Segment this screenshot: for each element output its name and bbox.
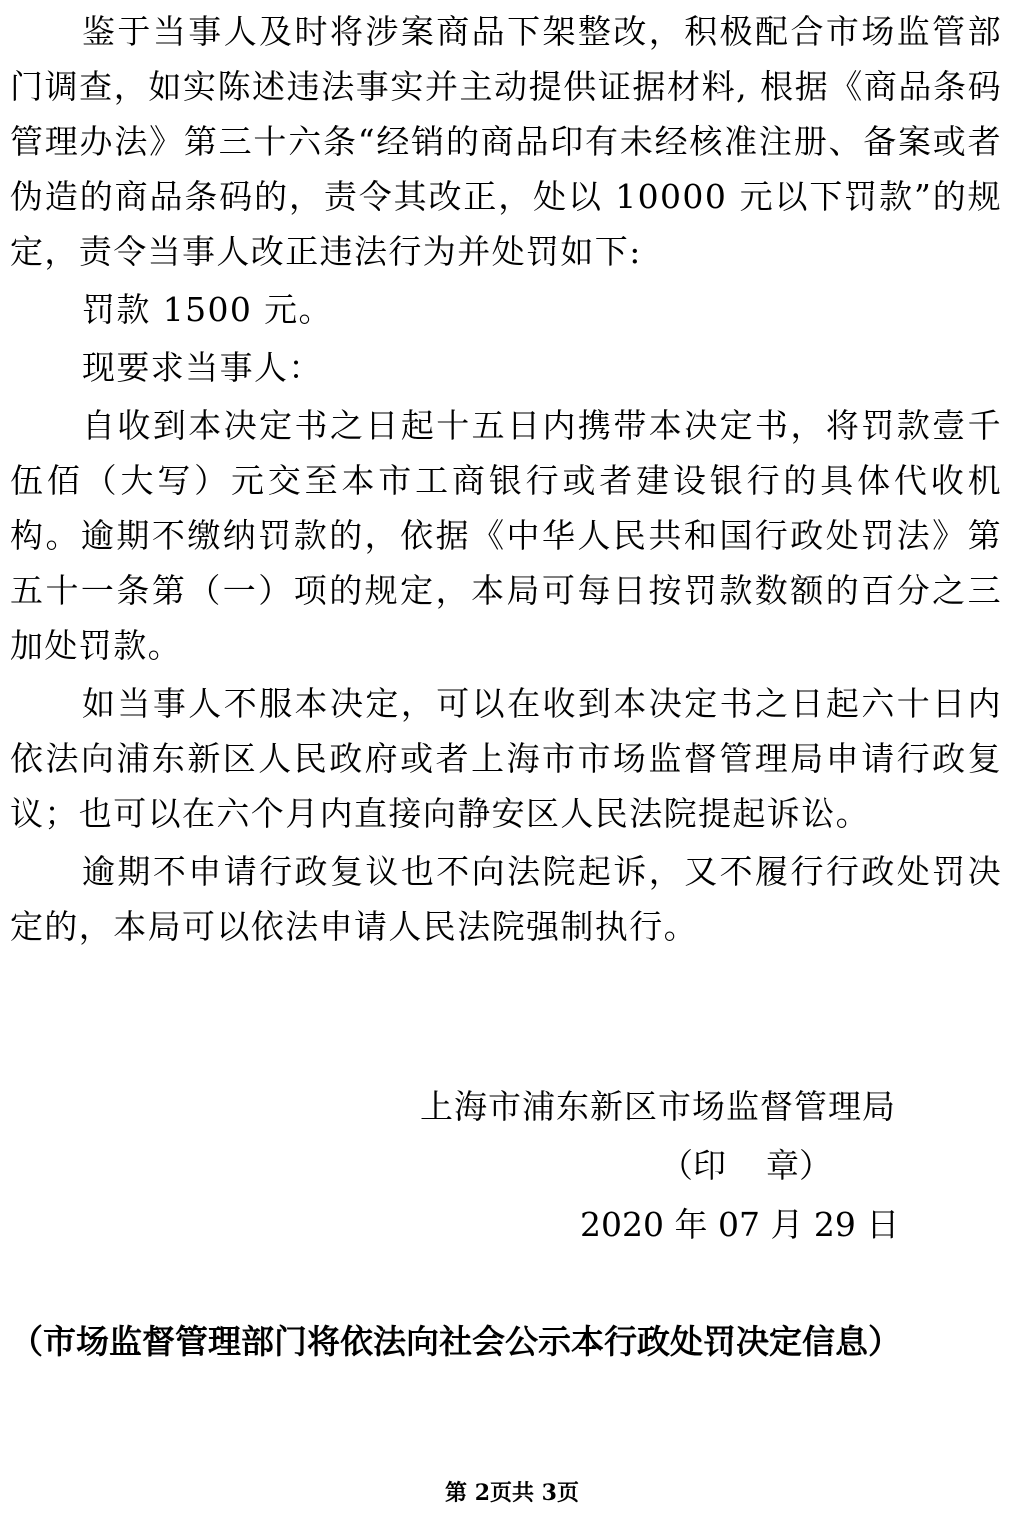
page-number: 第 2页共 3页	[445, 1480, 579, 1506]
paragraph-penalty-amount: 罚款 1500 元。	[82, 290, 333, 329]
seal-close-text: 章）	[766, 1146, 832, 1185]
issuing-authority: 上海市浦东新区市场监督管理局	[420, 1087, 896, 1126]
paragraph-legal-basis: 鉴于当事人及时将涉案商品下架整改，积极配合市场监管部门调查，如实陈述违法事实并主动提供证据材料, 根据《商品条码管理办法》第三十六条“经销的商品印有未经核准注册、备案或者伪造的商品条码的，责令其改正，处以 10000 元以下罚款”的规定，责令当事人改正违法行为并处罚如下:	[10, 12, 1002, 271]
issue-date: 2020 年 07 月 29 日	[580, 1205, 900, 1244]
paragraph-payment-instructions: 自收到本决定书之日起十五日内携带本决定书，将罚款壹千伍佰（大写）元交至本市工商银行或者建设银行的具体代收机构。逾期不缴纳罚款的，依据《中华人民共和国行政处罚法》第五十一条第（一）项的规定，本局可每日按罚款数额的百分之三加处罚款。	[10, 406, 1002, 665]
paragraph-enforcement: 逾期不申请行政复议也不向法院起诉，又不履行行政处罚决定的，本局可以依法申请人民法院强制执行。	[10, 852, 1002, 946]
seal-open-text: （印	[660, 1146, 726, 1185]
public-disclosure-notice: （市场监督管理部门将依法向社会公示本行政处罚决定信息）	[10, 1322, 901, 1361]
decision-body	[10, 4, 1002, 957]
paragraph-appeal-rights: 如当事人不服本决定，可以在收到本决定书之日起六十日内依法向浦东新区人民政府或者上海市市场监督管理局申请行政复议；也可以在六个月内直接向静安区人民法院提起诉讼。	[10, 684, 1002, 833]
paragraph-requirement-intro: 现要求当事人：	[82, 348, 323, 387]
seal-placeholder	[660, 1146, 832, 1186]
